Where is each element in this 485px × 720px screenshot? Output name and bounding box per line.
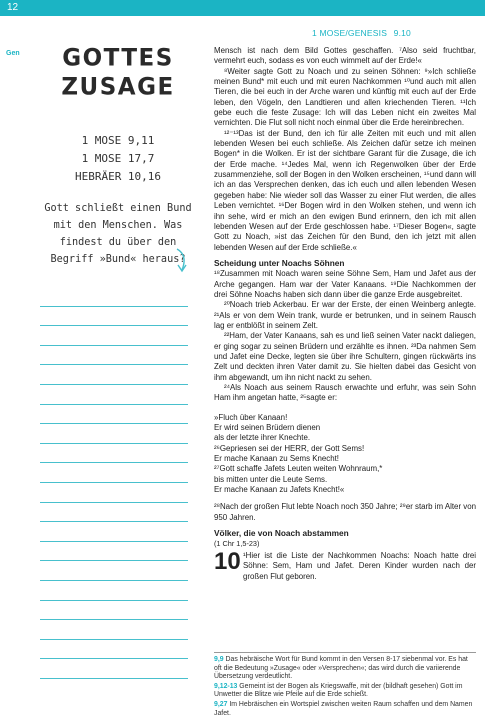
top-bar (0, 0, 485, 16)
poem-line: Er wird seinen Brüdern dienen (214, 423, 321, 433)
section-heading: Scheidung unter Noachs Söhnen (214, 257, 345, 268)
footnotes (214, 652, 476, 719)
writing-line[interactable] (40, 581, 188, 601)
poem-line: bis mitten unter die Leute Sems. (214, 474, 328, 484)
footnote-text: Im Hebräischen ein Wortspiel zwischen weiten Raum schaffen und dem Namen Jafet. (214, 700, 473, 717)
writing-line[interactable] (40, 542, 188, 562)
footnote-ref: 9,12-13 (214, 682, 238, 690)
running-head-book: 1 MOSE/GENESIS (312, 28, 388, 38)
paragraph: ²⁸Nach der großen Flut lebte Noach noch 350 Jahre; ²⁹er starb im Alter von 950 Jahren. (214, 502, 476, 522)
poem-line: als der letzte ihrer Knechte. (214, 433, 311, 443)
paragraph: ¹Hier ist die Liste der Nachkommen Noachs: Noach hatte drei Söhne: Sem, Ham und Jafet. Deren Kinder wurden nach der großen Flut geboren. (243, 550, 476, 581)
writing-line[interactable] (40, 640, 188, 660)
poem-line: »Fluch über Kanaan! (214, 412, 288, 422)
writing-line[interactable] (40, 503, 188, 523)
writing-line[interactable] (40, 307, 188, 327)
writing-line[interactable] (40, 346, 188, 366)
footnote-text: Gemeint ist der Bogen als Kriegswaffe, mit der (bildhaft gesehen) Gott im Unwetter die Blitze wie Pfeile auf die Erde schießt. (214, 682, 463, 699)
footnote-text: Das hebräische Wort für Bund kommt in den Versen 8-17 siebenmal vor. Es hat oft die Bedeutung »Zusage« oder »Versprechen«; das wird durch die variierende Übersetzung verdeutlicht. (214, 656, 468, 681)
writing-line[interactable] (40, 522, 188, 542)
paragraph: ¹⁸Zusammen mit Noach waren seine Söhne Sem, Ham und Jafet aus der Arche gegangen. Ham war der Vater Kanaans. ¹⁹Die Nachkommen der drei Söhne Noachs haben sich dann über die ganze Erde ausgebreitet. (214, 269, 476, 299)
paragraph: ²⁰Noach trieb Ackerbau. Er war der Erste, der einen Weinberg anlegte. ²¹Als er von dem Wein trank, wurde er betrunken, und in seinem Rausch lag er entblößt in seinem Zelt. (214, 300, 476, 330)
writing-line[interactable] (40, 287, 188, 307)
paragraph: ²⁴Als Noach aus seinem Rausch erwachte und erfuhr, was sein Sohn Ham ihm angetan hatte, ²⁵sagte er: (214, 383, 476, 403)
footnote (214, 701, 476, 718)
poem (214, 413, 476, 496)
poem-line: Er mache Kanaan zu Jafets Knecht!« (214, 485, 345, 495)
reference-list (38, 132, 198, 186)
writing-line[interactable] (40, 463, 188, 483)
page-number: 12 (7, 2, 19, 13)
writing-line[interactable] (40, 405, 188, 425)
poem-line: ²⁷Gott schaffe Jafets Leuten weiten Wohnraum,* (214, 464, 383, 474)
parallel-reference: (1 Chr 1,5-23) (214, 539, 260, 549)
footnote-ref: 9,9 (214, 656, 224, 663)
reference-item: 1 MOSE 17,7 (81, 152, 155, 165)
bible-text (214, 46, 476, 582)
running-head-verse: 9.10 (393, 28, 411, 38)
curved-arrow-icon (174, 248, 190, 274)
writing-line[interactable] (40, 444, 188, 464)
reference-item: HEBRÄER 10,16 (74, 170, 162, 183)
writing-line[interactable] (40, 561, 188, 581)
poem-line: ²⁶Gepriesen sei der HERR, der Gott Sems! (214, 443, 365, 453)
paragraph: ⁸Weiter sagte Gott zu Noach und zu seinen Söhnen: ⁹»Ich schließe meinen Bund* mit euch und mit euren Nachkommen ¹⁰und auch mit allen Tieren, die bei euch in der Arche waren und künftig mit euch auf der Erde leben, den Vögeln, den Landtieren und allen kriechenden Tieren. ¹¹Ich gebe euch die feste Zusage: Ich will das Leben nicht ein zweites Mal vernichten. Die Flut soll nicht noch einmal über die Erde hereinbrechen. (214, 66, 476, 128)
writing-lines (40, 287, 188, 679)
writing-line[interactable] (40, 483, 188, 503)
writing-line[interactable] (40, 385, 188, 405)
writing-line[interactable] (40, 424, 188, 444)
title-line-2: ZUSAGE (61, 73, 175, 101)
writing-line[interactable] (40, 365, 188, 385)
book-tab: Gen (6, 50, 20, 57)
title-line-1: GOTTES (62, 44, 174, 72)
paragraph: Mensch ist nach dem Bild Gottes geschaffen. ⁷Also seid fruchtbar, vermehrt euch, sodass es von euch wimmelt auf der Erde!« (214, 46, 476, 66)
footnote (214, 683, 476, 700)
poem-line: Er mache Kanaan zu Sems Knecht! (214, 454, 340, 464)
paragraph: ²²Ham, der Vater Kanaans, sah es und ließ seinen Vater nackt daliegen, er ging sogar zu seinen Brüdern und erzählte es ihnen. ²³Da nahmen Sem und Jafet eine Decke, legten sie über ihre Schultern, gingen rückwärts ins Zelt und deckten ihren Vater damit zu. Sie hielten dabei das Gesicht von ihm abgewandt, um ihn nicht nackt zu sehen. (214, 331, 476, 382)
footnote (214, 656, 476, 682)
sidebar-box (38, 44, 198, 268)
writing-line[interactable] (40, 601, 188, 621)
prompt-text: Gott schließt einen Bund mit den Menschen. Was findest du über den Begriff »Bund« heraus? (44, 203, 192, 265)
section-heading: Völker, die von Noach abstammen (214, 528, 349, 539)
paragraph: ¹²⁻¹³Das ist der Bund, den ich für alle Zeiten mit euch und mit allen lebenden Wesen bei euch schließe. Als Zeichen dafür setze ich meinen Bogen* in die Wolken. Er ist der sichtbare Garant für die Zusage, die ich der Erde mache. ¹⁴Jedes Mal, wenn ich Regenwolken über der Erde zusammenziehe, soll der Bogen in den Wolken erscheinen, ¹⁵und dann will ich an das Versprechen denken, das ich euch und allen lebenden Wesen gegeben habe: Nie wieder soll das Wasser zu einer Flut werden, die alles Leben vernichtet. ¹⁶Der Bogen wird in den Wolken stehen, und wenn ich ihn sehe, wird er mich an den ewigen Bund erinnern, den ich mit allen lebenden Wesen auf der Erde geschlossen habe. ¹⁷Dieser Bogen«, sagte Gott zu Noach, »ist das Zeichen für den Bund, den ich jetzt mit allen lebenden Wesen auf der Erde schließe.« (214, 128, 476, 252)
writing-line[interactable] (40, 620, 188, 640)
footnote-ref: 9,27 (214, 700, 228, 708)
reference-item: 1 MOSE 9,11 (81, 134, 155, 147)
running-head (308, 28, 411, 38)
chapter-number: 10 (214, 547, 241, 575)
writing-line[interactable] (40, 326, 188, 346)
writing-line[interactable] (40, 659, 188, 679)
chapter-start (214, 547, 476, 582)
